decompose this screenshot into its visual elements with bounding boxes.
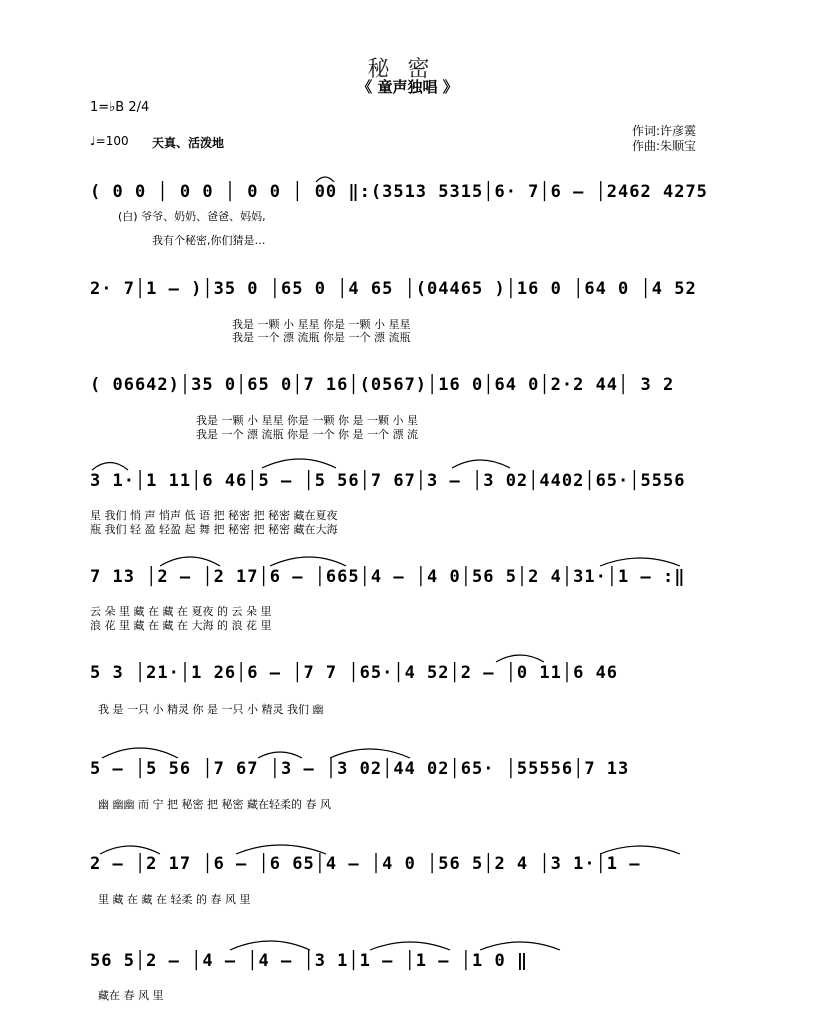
- notation-line: ( 0 0 │ 0 0 │ 0 0 │ 00 ‖:(3513 5315│6· 7│6 — │2462 4275: [90, 182, 708, 202]
- score-system-8: [90, 850, 730, 878]
- notation-line: 7 13 │2 — │2 17│6 — │665│4 — │4 0│56 5│2 4│31·│1 — :‖: [90, 567, 686, 587]
- lyric-verse-2: 瓶 我们 轻 盈 轻盈 起 舞 把 秘密 把 秘密 藏在大海: [90, 523, 338, 536]
- lyric-line: 藏在 春 风 里: [98, 989, 164, 1002]
- score-system-6: [90, 659, 730, 687]
- notation-line: 5 — │5 56 │7 67 │3 — │3 02│44 02│65· │55556│7 13: [90, 759, 630, 779]
- notation-line: ( 06642)│35 0│65 0│7 16│(0567)│16 0│64 0│2·2 44│ 3 2: [90, 375, 675, 395]
- notation-line: 56 5│2 — │4 — │4 — │3 1│1 — │1 — │1 0 ‖: [90, 951, 529, 971]
- lyric-line: 我 是 一只 小 精灵 你 是 一只 小 精灵 我们 幽: [98, 703, 324, 716]
- lyric-verse-2: 我是 一个 漂 流瓶 你是 一个 漂 流瓶: [232, 331, 411, 344]
- score-system-7: [90, 755, 730, 783]
- lyricist-credit: 作词:许彦霙: [632, 124, 697, 138]
- notation-line: 3 1·│1 11│6 46│5 — │5 56│7 67│3 — │3 02│4402│65·│5556: [90, 471, 686, 491]
- lyric-line: 幽 幽幽 而 宁 把 秘密 把 秘密 藏在轻柔的 春 风: [98, 798, 331, 811]
- score-system-5: [90, 563, 730, 591]
- song-title: 秘密: [367, 57, 448, 82]
- spoken-intro-line-2: 我有个秘密,你们猜是…: [152, 234, 266, 247]
- lyric-verse-1: 云 朵 里 藏 在 藏 在 夏夜 的 云 朵 里: [90, 605, 272, 618]
- score-system-1: [90, 178, 730, 206]
- notation-line: 2· 7│1 — )│35 0 │65 0 │4 65 │(04465 )│16 0 │64 0 │4 52: [90, 279, 697, 299]
- lyric-verse-2: 我是 一个 漂 流瓶 你是 一个 你 是 一个 漂 流: [196, 428, 418, 441]
- notation-line: 5 3 │21·│1 26│6 — │7 7 │65·│4 52│2 — │0 11│6 46: [90, 663, 619, 683]
- lyric-verse-2: 浪 花 里 藏 在 藏 在 大海 的 浪 花 里: [90, 619, 272, 632]
- expression-marking: 天真、活泼地: [152, 136, 225, 150]
- tempo-marking: ♩=100: [90, 134, 129, 148]
- lyric-line: 里 藏 在 藏 在 轻柔 的 春 风 里: [98, 893, 251, 906]
- score-system-2: [90, 275, 730, 303]
- score-system-3: [90, 371, 730, 399]
- score-system-9: [90, 947, 730, 975]
- lyric-verse-1: 星 我们 悄 声 悄声 低 语 把 秘密 把 秘密 藏在夏夜: [90, 509, 338, 522]
- composer-credit: 作曲:朱顺宝: [632, 139, 697, 153]
- notation-line: 2 — │2 17 │6 — │6 65│4 — │4 0 │56 5│2 4 │3 1·│1 —: [90, 854, 641, 874]
- score-system-4: [90, 467, 730, 495]
- song-subtitle: 《 童声独唱 》: [357, 78, 458, 96]
- lyric-verse-1: 我是 一颗 小 星星 你是 一颗 你 是 一颗 小 星: [196, 414, 418, 427]
- spoken-intro-line-1: (白) 爷爷、奶奶、爸爸、妈妈,: [118, 210, 266, 223]
- lyric-verse-1: 我是 一颗 小 星星 你是 一颗 小 星星: [232, 318, 411, 331]
- key-signature: 1=♭B 2/4: [90, 100, 150, 115]
